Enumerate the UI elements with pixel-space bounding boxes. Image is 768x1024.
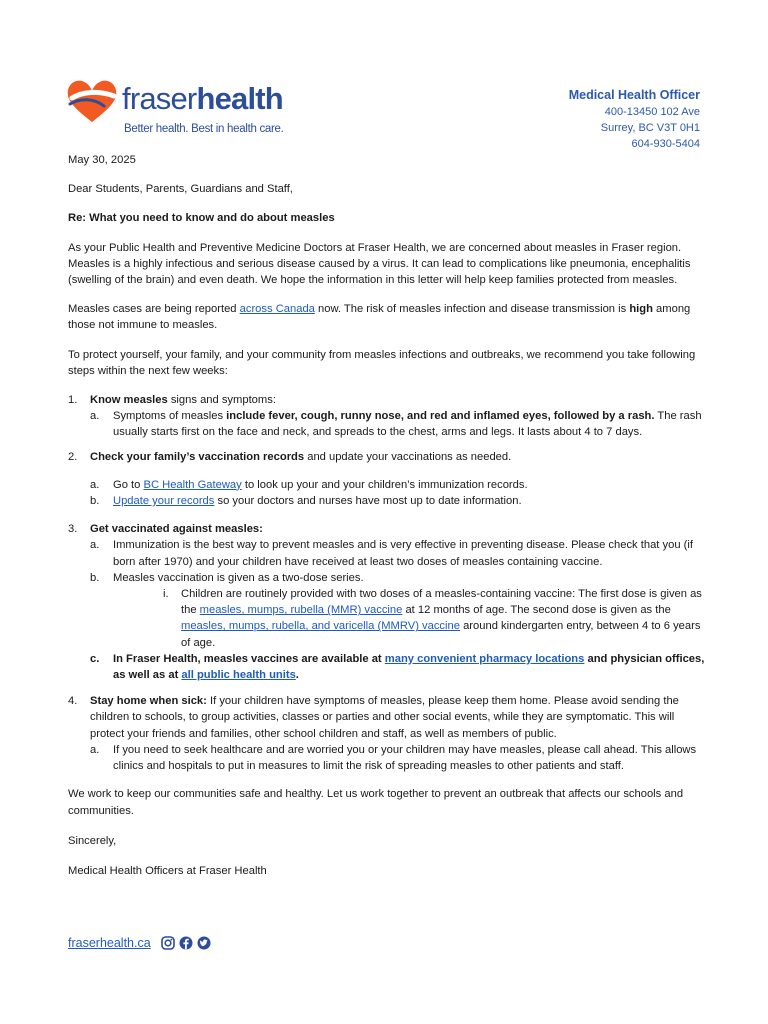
signoff: Sincerely, [68, 834, 117, 847]
address-line-1: 400-13450 102 Ave [604, 106, 700, 118]
public-health-units-link[interactable]: all public health units [181, 669, 296, 682]
facebook-icon[interactable] [179, 936, 193, 950]
letter-date: May 30, 2025 [68, 154, 136, 166]
mmrv-vaccine-link[interactable]: measles, mumps, rubella, and varicella (MMRV) vaccine [181, 620, 460, 633]
salutation: Dear Students, Parents, Guardians and Staff, [68, 183, 293, 196]
twitter-icon[interactable] [197, 936, 211, 950]
bc-health-gateway-link[interactable]: BC Health Gateway [143, 478, 242, 491]
address-line-2: Surrey, BC V3T 0H1 [600, 122, 700, 134]
step-3c: c. In Fraser Health, measles vaccines are available at many convenient pharmacy locations and physician offices, as well as at all public health units. [90, 652, 705, 682]
mmr-vaccine-link[interactable]: measles, mumps, rubella (MMR) vaccine [199, 604, 403, 617]
protect-paragraph: To protect yourself, your family, and your community from measles infections and outbreaks, we recommend you take following steps within the next few weeks: [68, 348, 696, 377]
update-records-link[interactable]: Update your records [113, 495, 215, 508]
step-3b-i: i. Children are routinely provided with two doses of a measles-containing vaccine: The first dose is given as the measles, mumps, rubella (MMR) vaccine at 12 months of age. The second dose is given as the measles, mumps, rubella, and varicella (MMRV) vaccine around kindergarten entry, between 4 to 6 years of age. [163, 588, 702, 649]
office-address-block [569, 86, 700, 152]
logo-wordmark: fraserhealth [122, 81, 283, 116]
letter-body [68, 152, 708, 879]
step-2b: b. Update your records so your doctors and nurses have most up to date information. [90, 495, 522, 508]
cases-paragraph: Measles cases are being reported across Canada now. The risk of measles infection and disease transmission is high among those not immune to measles. [68, 303, 691, 332]
step-1a: a. Symptoms of measles include fever, cough, runny nose, and red and inflamed eyes, followed by a rash. The rash usually starts first on the face and neck, and spreads to the chest, arms and legs. It lasts about 4 to 7 days. [90, 410, 702, 439]
footer [68, 934, 211, 952]
subject-line: Re: What you need to know and do about measles [68, 212, 335, 225]
office-title: Medical Health Officer [568, 88, 700, 102]
instagram-icon[interactable] [161, 936, 175, 950]
across-canada-link[interactable]: across Canada [239, 303, 315, 316]
logo-tagline: Better health. Best in health care. [124, 123, 284, 135]
step-3b: b. Measles vaccination is given as a two-dose series. [90, 571, 364, 584]
heart-logo-icon [64, 78, 120, 124]
step-2a: a. Go to BC Health Gateway to look up your and your children’s immunization records. [90, 478, 528, 491]
phone-number: 604-930-5404 [631, 138, 700, 150]
website-link[interactable]: fraserhealth.ca [68, 936, 151, 950]
closing-paragraph: We work to keep our communities safe and healthy. Let us work together to prevent an outbreak that affects our schools and communities. [68, 788, 684, 817]
signature: Medical Health Officers at Fraser Health [68, 864, 267, 877]
step-4: 4. Stay home when sick: If your children have symptoms of measles, please keep them home. Please avoid sending the children to schools, to group activities, classes or parties and other social events, while they are symptomatic. This will protect your friends and families, other school children and staff, as well as members of public. [68, 695, 679, 740]
step-3: 3. Get vaccinated against measles: [68, 523, 263, 536]
step-2: 2. Check your family’s vaccination records and update your vaccinations as needed. [68, 450, 512, 463]
step-1: 1. Know measles signs and symptoms: [68, 394, 276, 407]
fraser-health-logo[interactable] [64, 76, 284, 140]
pharmacy-locations-link[interactable]: many convenient pharmacy locations [384, 652, 585, 665]
step-3a: a. Immunization is the best way to prevent measles and is very effective in preventing disease. Please check that you (if born after 1970) and your children have received at least two doses of measles containing vaccine. [90, 539, 693, 568]
intro-paragraph: As your Public Health and Preventive Medicine Doctors at Fraser Health, we are concerned about measles in Fraser region. Measles is a highly infectious and serious disease caused by a virus. It can lead to complications like pneumonia, encephalitis (swelling of the brain) and even death. We hope the information in this letter will help keep families protected from measles. [68, 241, 691, 287]
step-4a: a. If you need to seek healthcare and are worried you or your children may have measles, please call ahead. This allows clinics and hospitals to put in measures to limit the risk of spreading measles to other patients and staff. [90, 743, 697, 773]
